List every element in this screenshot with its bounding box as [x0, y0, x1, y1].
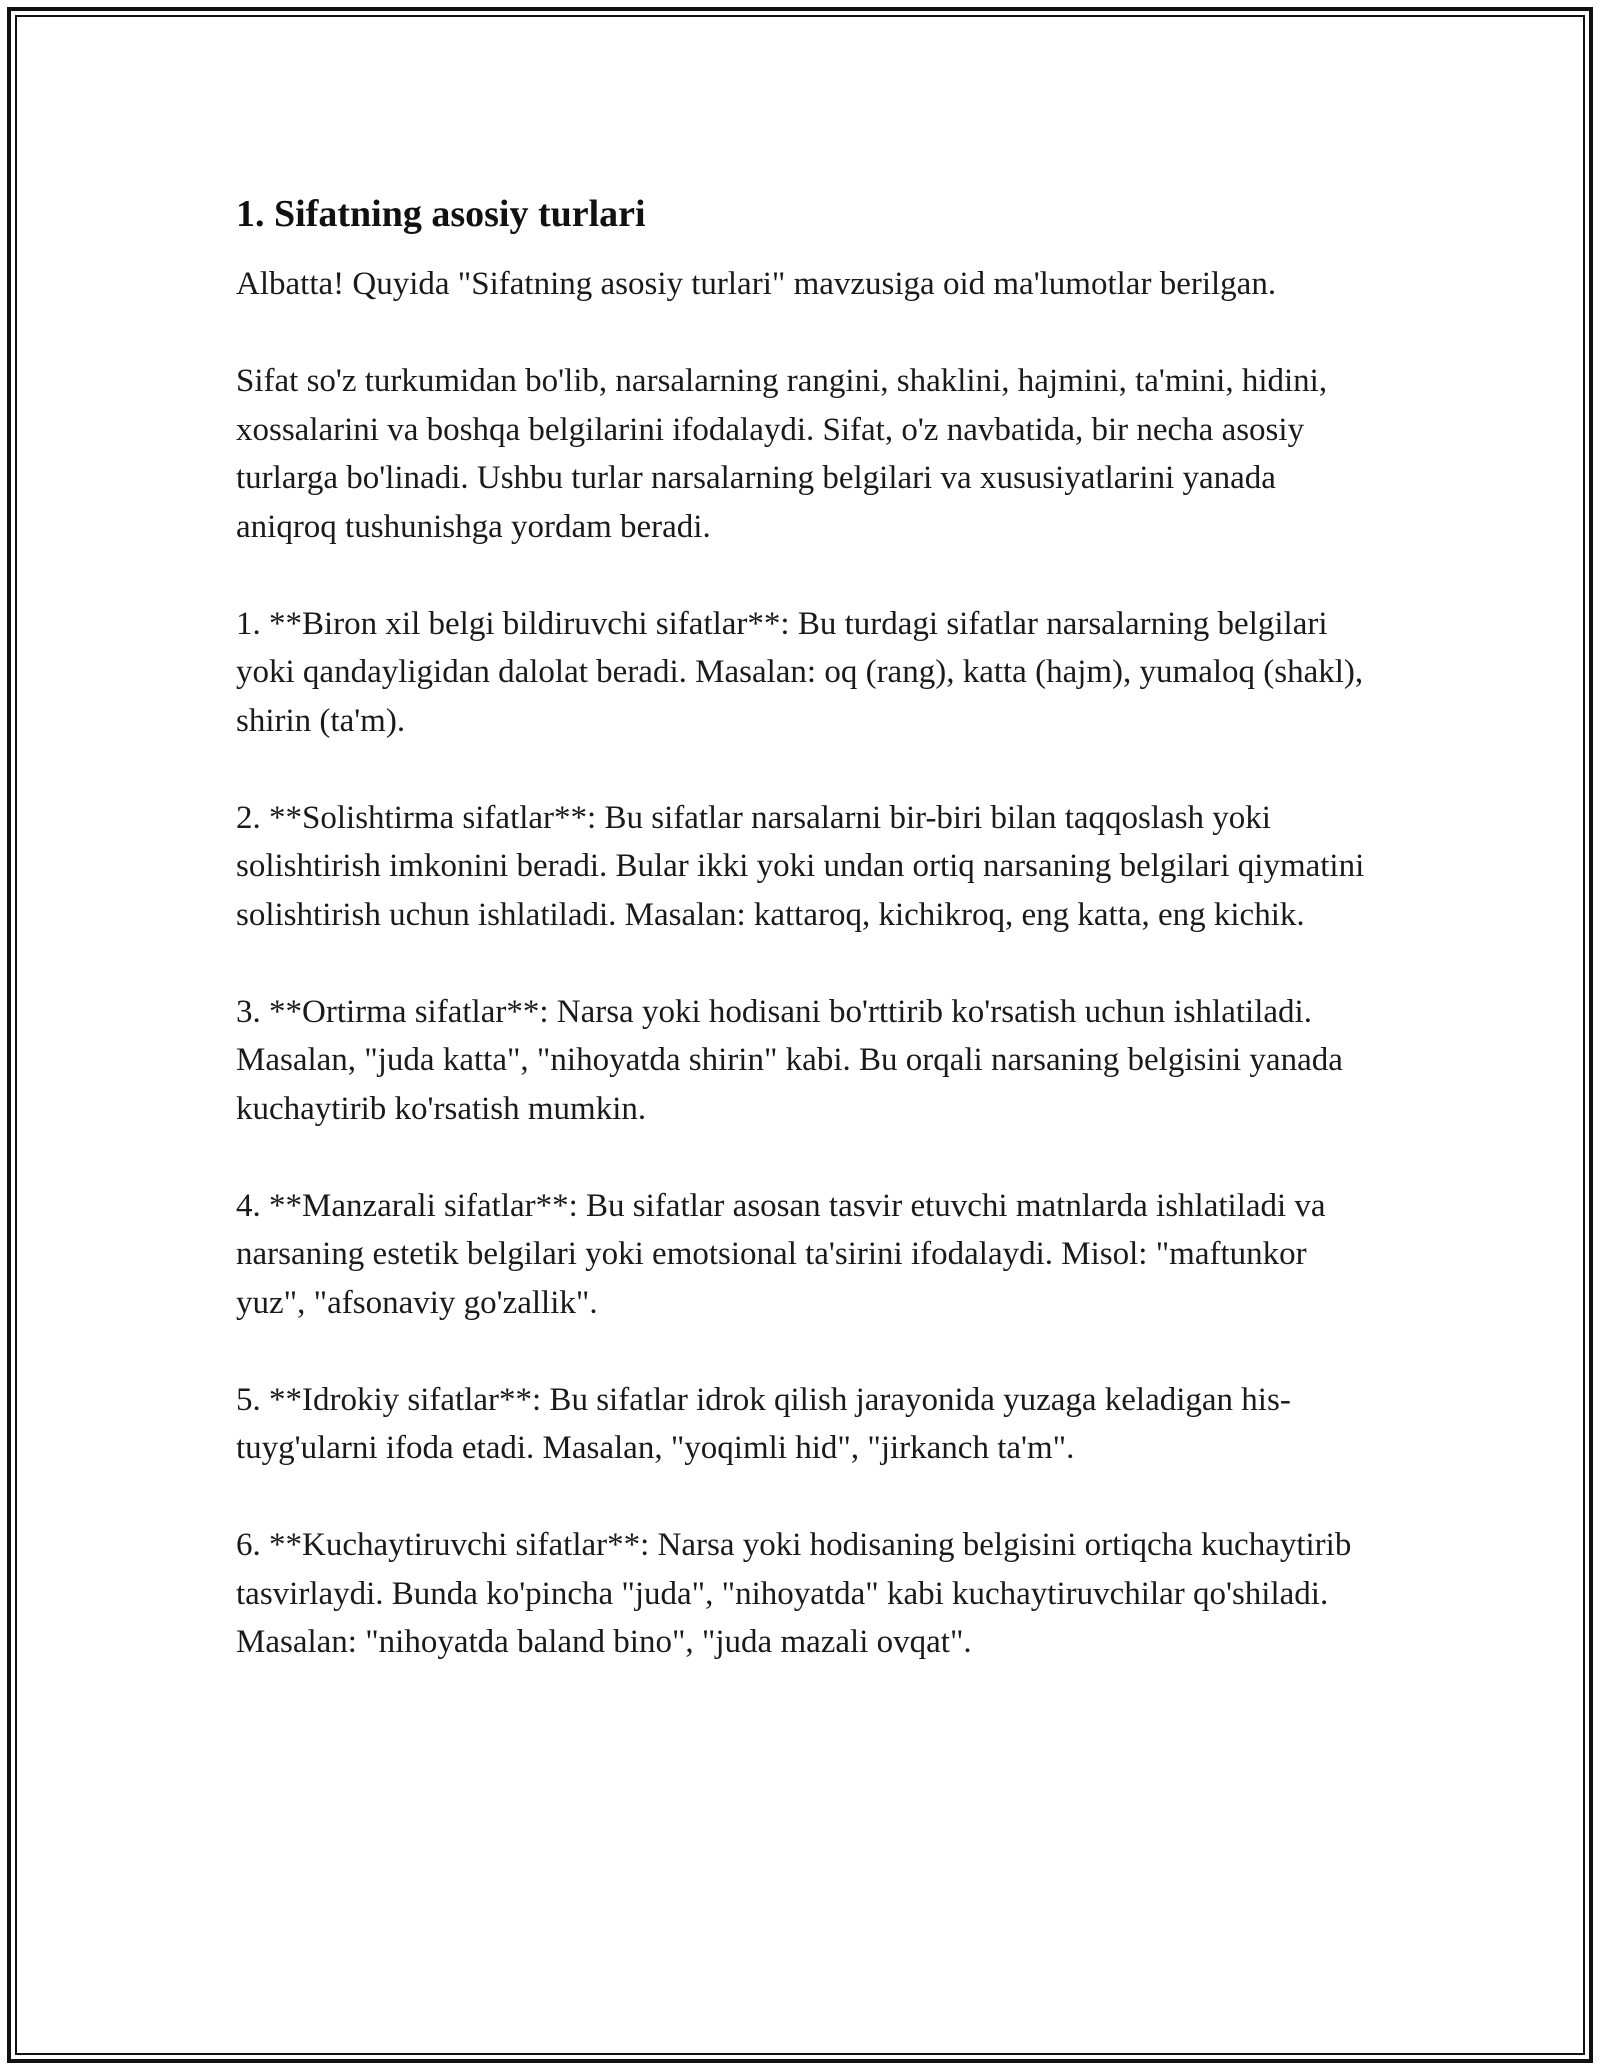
document-body: [236, 186, 1376, 1715]
definition-paragraph: Sifat so'z turkumidan bo'lib, narsalarning rangini, shaklini, hajmini, ta'mini, hidini, xossalarini va boshqa belgilarini ifodalaydi. Sifat, o'z navbatida, bir necha asosiy turlarga bo'linadi. Ushbu turlar narsalarning belgilari va xususiyatlarini yanada aniqroq tushunishga yordam beradi.: [236, 363, 1328, 545]
list-item-4: 4. **Manzarali sifatlar**: Bu sifatlar asosan tasvir etuvchi matnlarda ishlatiladi va narsaning estetik belgilari yoki emotsional ta'sirini ifodalaydi. Misol: "maftunkor yuz", "afsonaviy go'zallik".: [236, 1187, 1326, 1321]
list-item-5: 5. **Idrokiy sifatlar**: Bu sifatlar idrok qilish jarayonida yuzaga keladigan his-tuyg'ularni ifoda etadi. Masalan, "yoqimli hid", "jirkanch ta'm".: [236, 1381, 1291, 1466]
list-item-1: 1. **Biron xil belgi bildiruvchi sifatlar**: Bu turdagi sifatlar narsalarning belgilari yoki qandayligidan dalolat beradi. Masalan: oq (rang), katta (hajm), yumaloq (shakl), shirin (ta'm).: [236, 605, 1364, 739]
list-item-6: 6. **Kuchaytiruvchi sifatlar**: Narsa yoki hodisaning belgisini ortiqcha kuchaytirib tasvirlaydi. Bunda ko'pincha "juda", "nihoyatda" kabi kuchaytiruvchilar qo'shiladi. Masalan: "nihoyatda baland bino", "juda mazali ovqat".: [236, 1527, 1352, 1660]
list-item-3: 3. **Ortirma sifatlar**: Narsa yoki hodisani bo'rttirib ko'rsatish uchun ishlatiladi. Masalan, "juda katta", "nihoyatda shirin" kabi. Bu orqali narsaning belgisini yanada kuchaytirib ko'rsatish mumkin.: [236, 993, 1343, 1127]
document-title: 1. Sifatning asosiy turlari: [236, 193, 646, 235]
list-item-2: 2. **Solishtirma sifatlar**: Bu sifatlar narsalarni bir-biri bilan taqqoslash yoki solishtirish imkonini beradi. Bular ikki yoki undan ortiq narsaning belgilari qiymatini solishtirish uchun ishlatiladi. Masalan: kattaroq, kichikroq, eng katta, eng kichik.: [236, 799, 1365, 933]
intro-paragraph: Albatta! Quyida "Sifatning asosiy turlari" mavzusiga oid ma'lumotlar berilgan.: [236, 266, 1277, 302]
